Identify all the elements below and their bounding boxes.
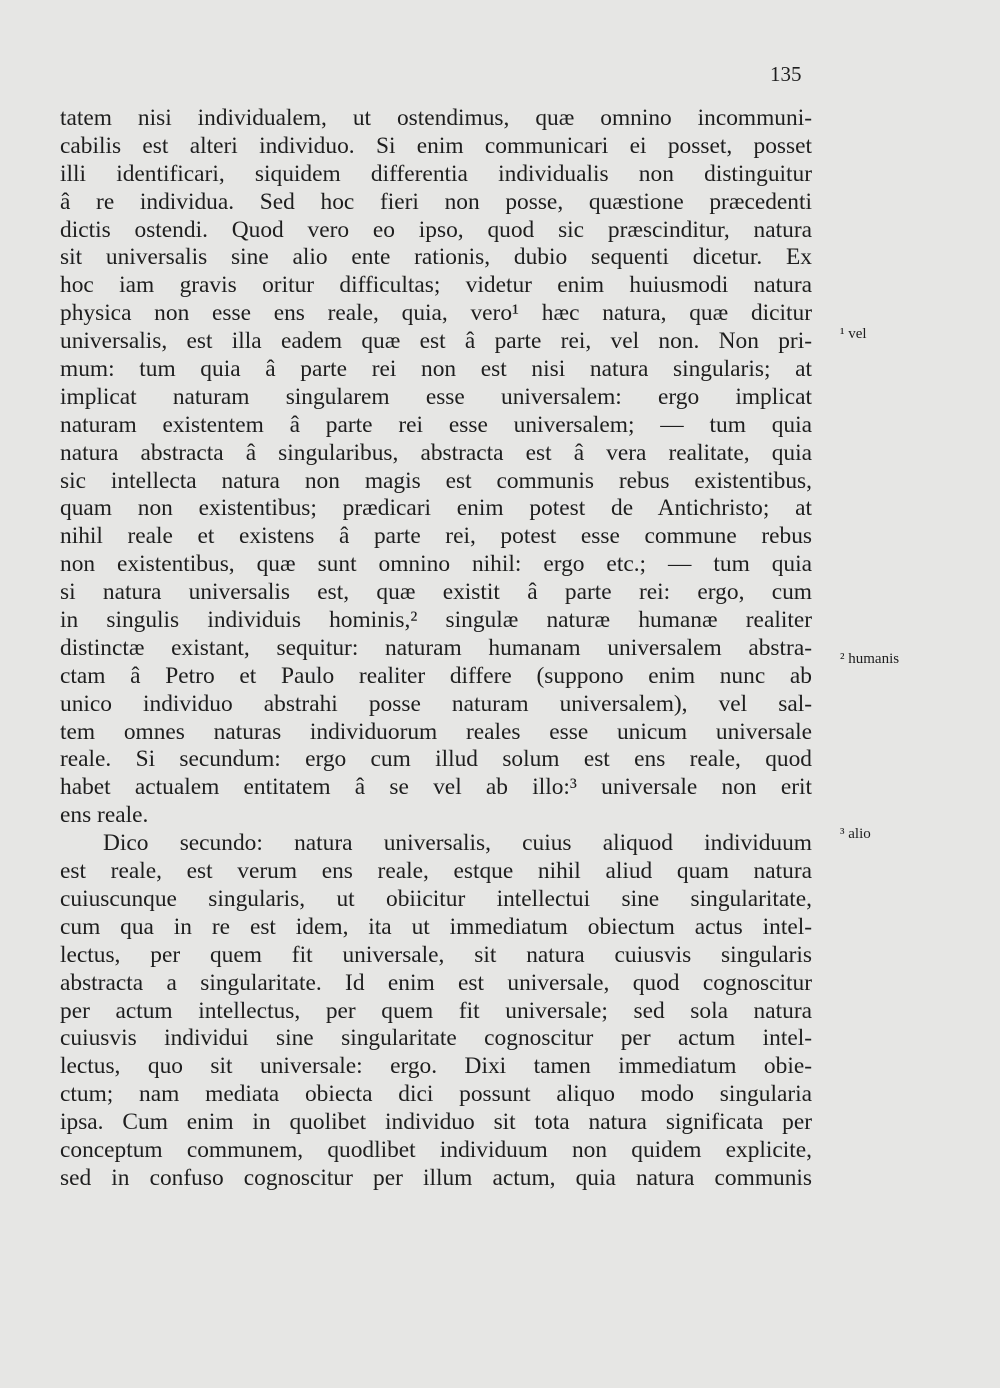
body-text [60, 105, 812, 1193]
text-line: ctam â Petro et Paulo realiter differe (suppono enim nunc ab [60, 662, 812, 689]
text-line: est reale, est verum ens reale, estque nihil aliud quam natura [60, 858, 812, 885]
text-line: ens reale. [60, 802, 149, 829]
page-number: 135 [770, 62, 802, 86]
text-line: physica non esse ens reale, quia, vero¹ hæc natura, quæ dicitur [60, 300, 812, 327]
text-line: lectus, per quem fit universale, sit natura cuiusvis singularis [60, 941, 812, 968]
text-line: hoc iam gravis oritur difficultas; videtur enim huiusmodi natura [60, 272, 812, 299]
text-line: cuiuscunque singularis, ut obiicitur intellectui sine singularitate, [60, 885, 812, 912]
text-line: tem omnes naturas individuorum reales esse unicum universale [60, 718, 812, 745]
text-line: quam non existentibus; prædicari enim potest de Antichristo; at [60, 495, 812, 522]
text-line: nihil reale et existens â parte rei, potest esse commune rebus [60, 523, 812, 550]
text-line: sed in confuso cognoscitur per illum actum, quia natura communis [60, 1164, 812, 1191]
text-line: si natura universalis est, quæ existit â parte rei: ergo, cum [60, 579, 812, 606]
text-line: â re individua. Sed hoc fieri non posse, quæstione præcedenti [60, 188, 812, 215]
text-line: Dico secundo: natura universalis, cuius aliquod individuum [103, 830, 812, 857]
text-line: illi identificari, siquidem differentia individualis non distinguitur [60, 160, 812, 187]
text-line: non existentibus, quæ sunt omnino nihil: ergo etc.; — tum quia [60, 551, 812, 578]
margin-note-1: ¹ vel [840, 326, 867, 342]
text-line: per actum intellectus, per quem fit universale; sed sola natura [60, 997, 812, 1024]
text-line: cabilis est alteri individuo. Si enim communicari ei posset, posset [60, 132, 812, 159]
text-line: distinctæ existant, sequitur: naturam humanam universalem abstra- [60, 634, 812, 661]
text-line: in singulis individuis hominis,² singulæ naturæ humanæ realiter [60, 607, 812, 634]
text-line: abstracta a singularitate. Id enim est universale, quod cognoscitur [60, 969, 812, 996]
text-line: ctum; nam mediata obiecta dici possunt aliquo modo singularia [60, 1081, 812, 1108]
margin-note-2: ² humanis [840, 651, 900, 667]
text-line: cum qua in re est idem, ita ut immediatum obiectum actus intel- [60, 913, 812, 940]
text-line: dictis ostendi. Quod vero eo ipso, quod sic præscinditur, natura [60, 216, 812, 243]
text-line: unico individuo abstrahi posse naturam universalem), vel sal- [60, 690, 812, 717]
text-line: lectus, quo sit universale: ergo. Dixi tamen immediatum obie- [60, 1053, 812, 1080]
text-line: habet actualem entitatem â se vel ab illo:³ universale non erit [60, 774, 812, 801]
text-line: natura abstracta â singularibus, abstracta est â vera realitate, quia [60, 439, 812, 466]
text-line: ipsa. Cum enim in quolibet individuo sit tota natura significata per [60, 1109, 812, 1136]
text-line: sic intellecta natura non magis est communis rebus existentibus, [60, 467, 812, 494]
text-line: tatem nisi individualem, ut ostendimus, quæ omnino incommuni- [60, 105, 812, 131]
text-line: mum: tum quia â parte rei non est nisi natura singularis; at [60, 356, 812, 383]
text-line: conceptum communem, quodlibet individuum non quidem explicite, [60, 1136, 812, 1163]
text-line: universalis, est illa eadem quæ est â parte rei, vel non. Non pri- [60, 328, 812, 355]
text-line: reale. Si secundum: ergo cum illud solum est ens reale, quod [60, 746, 812, 773]
text-line: sit universalis sine alio ente rationis, dubio sequenti dicetur. Ex [60, 244, 812, 271]
text-line: implicat naturam singularem esse universalem: ergo implicat [60, 383, 812, 410]
text-line: naturam existentem â parte rei esse universalem; — tum quia [60, 411, 812, 438]
margin-note-3: ³ alio [840, 826, 871, 842]
text-line: cuiusvis individui sine singularitate cognoscitur per actum intel- [60, 1025, 812, 1052]
